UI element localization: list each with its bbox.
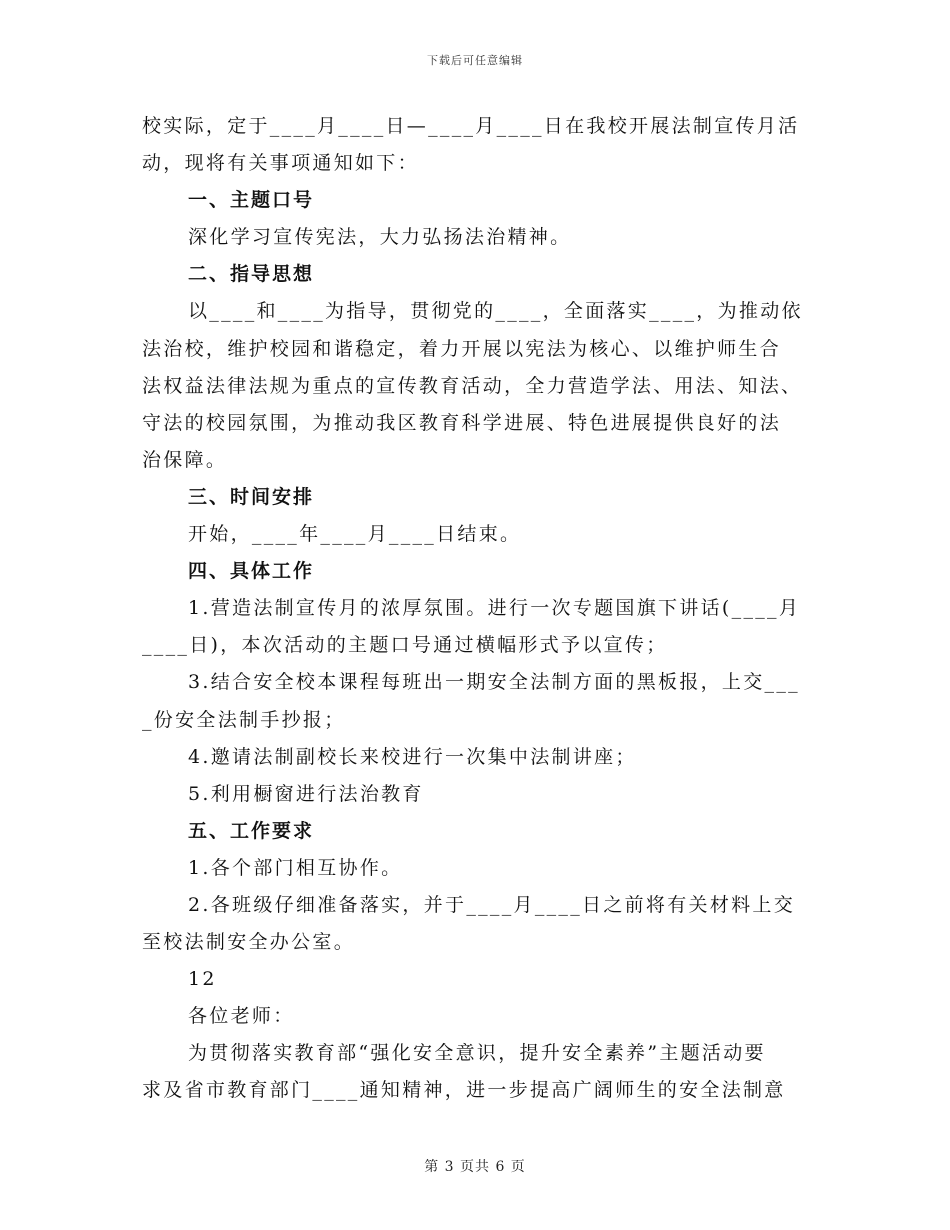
- section-heading: 二、指导思想: [188, 263, 315, 286]
- text-line: 以____和____为指导，贯彻党的____，全面落实____，为推动依: [188, 300, 803, 323]
- text-line: 3.结合安全校本课程每班出一期安全法制方面的黑板报，上交___: [188, 671, 800, 694]
- text-line: 法治校，维护校园和谐稳定，着力开展以宪法为核心、以维护师生合: [142, 337, 782, 360]
- section-heading: 一、主题口号: [188, 189, 315, 212]
- section-heading: 三、时间安排: [188, 485, 315, 508]
- text-line: ____日)，本次活动的主题口号通过横幅形式予以宣传；: [142, 634, 668, 657]
- text-line: 4.邀请法制副校长来校进行一次集中法制讲座；: [188, 745, 637, 768]
- page-footer: 第 3 页共 6 页: [424, 1159, 526, 1175]
- text-line: 5.利用橱窗进行法治教育: [188, 782, 424, 805]
- text-line: 校实际，定于____月____日—____月____日在我校开展法制宣传月活: [142, 115, 800, 137]
- text-line: 各位老师：: [188, 1005, 295, 1028]
- document-body: [142, 108, 808, 1110]
- section-heading: 四、具体工作: [188, 560, 315, 583]
- text-line: 求及省市教育部门____通知精神，进一步提高广阔师生的安全法制意: [142, 1079, 786, 1102]
- text-line: 深化学习宣传宪法，大力弘扬法治精神。: [188, 226, 572, 249]
- text-line: 守法的校园氛围，为推动我区教育科学进展、特色进展提供良好的法: [142, 411, 782, 434]
- text-line: 1.各个部门相互协作。: [188, 856, 403, 879]
- text-line: 法权益法律法规为重点的宣传教育活动，全力营造学法、用法、知法、: [142, 374, 803, 397]
- text-line: 1.营造法制宣传月的浓厚氛围。进行一次专题国旗下讲话(____月: [188, 597, 801, 620]
- page-header: 下载后可任意编辑: [427, 54, 523, 67]
- section-heading: 五、工作要求: [188, 819, 315, 842]
- text-line: _份安全法制手抄报；: [142, 708, 346, 731]
- text-line: 治保障。: [142, 448, 228, 471]
- text-line: 为贯彻落实教育部“强化安全意识，提升安全素养”主题活动要: [188, 1042, 766, 1065]
- text-line: 开始，____年____月____日结束。: [188, 523, 522, 546]
- text-line: 至校法制安全办公室。: [142, 931, 356, 954]
- text-line: 动，现将有关事项通知如下：: [142, 152, 419, 175]
- text-line: 12: [188, 968, 217, 991]
- text-line: 2.各班级仔细准备落实，并于____月____日之前将有关材料上交: [188, 893, 796, 916]
